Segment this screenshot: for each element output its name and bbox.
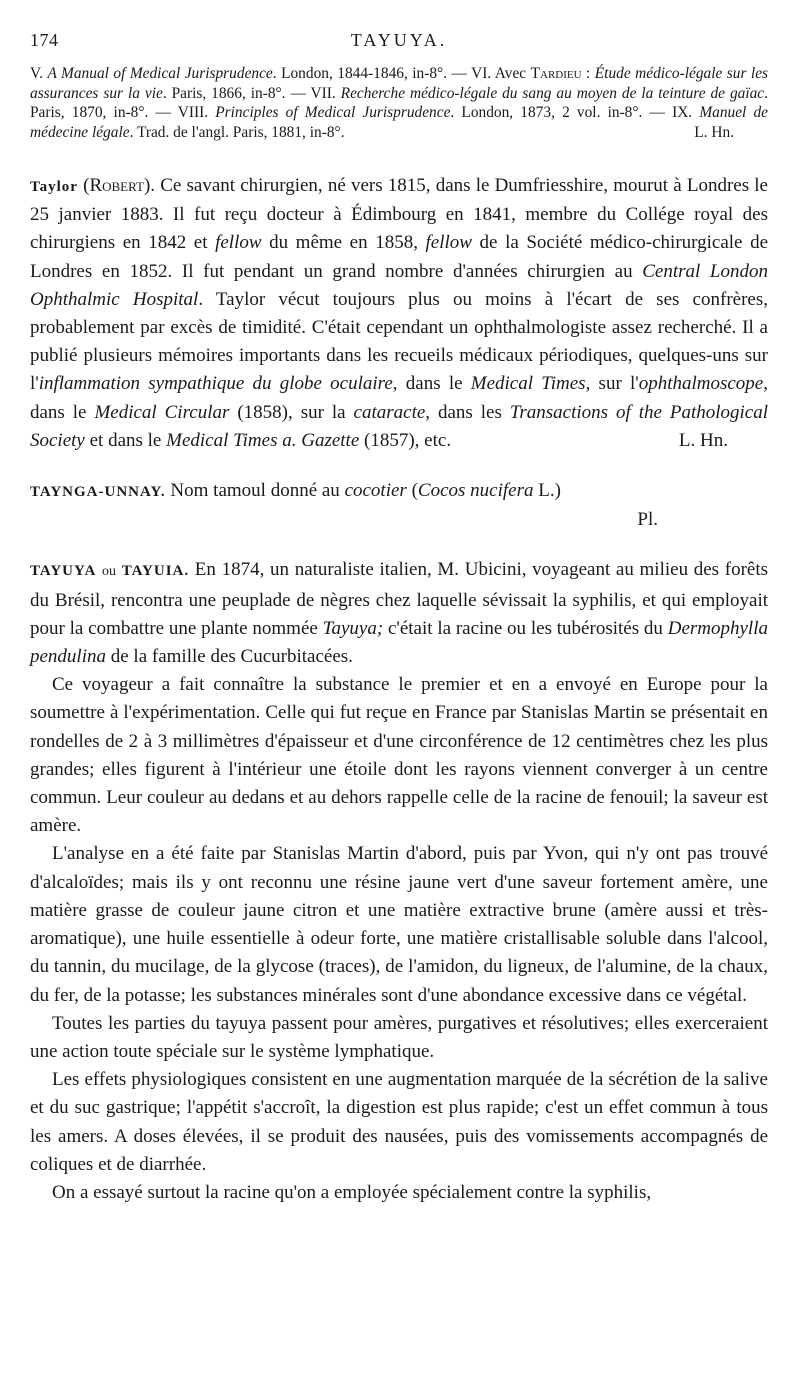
headword-forename: (Robert). [83,175,156,196]
entry-italic: Medical Times a. Gazette [166,429,360,451]
entry-paragraph: On a essayé surtout la racine qu'on a employée spécialement contre la syphilis, [52,1181,652,1203]
biblio-work-title: Principles of Medical Jurisprudence [215,104,451,121]
entry-text: et dans le [84,429,167,451]
entry-paragraph: Toutes les parties du tayuya passent pour amères, purgatives et résolutives; elles exerceraient une action toute spéciale sur le système lymphatique. [30,1012,768,1062]
bibliography-continuation [30,64,768,142]
entry-tayuya [30,556,768,1207]
entry-text: (1857), etc. [359,429,452,451]
entry-signature: L. Hn. [678,429,728,451]
entry-paragraph [30,556,768,671]
entry-text: En 1874, un naturaliste italien, M. Ubicini, voyageant au milieu des forêts du Brésil, rencontra une peuplade de nègres chez laquelle sévissait la syphilis, et qui employait pour la combattre une plante nommée [30,559,769,639]
entry-paragraph: L'analyse en a été faite par Stanislas Martin d'abord, puis par Yvon, qui n'y ont pas trouvé d'alcaloïdes; mais ils y ont reconnu une résine jaune vert d'une saveur fortement amère, une matière grasse de couleur jaune citron et une matière extractive brune (amère aussi et très-aromatique), une huile essentielle à odeur forte, une matière cristallisable soluble dans l'alcool, du tannin, du mucilage, de la glycose (traces), de l'amidon, du ligneux, de l'alumine, de la chaux, du fer, de la potasse; les substances minérales sont d'une abondance excessive dans ce végétal. [30,843,768,1006]
biblio-text: . Paris, 1866, in-8°. — VII. [162,84,341,102]
biblio-text: . London, 1873, 2 vol. in-8°. — IX. [450,104,700,121]
entry-italic: inflammation sympathique du globe oculaire [38,373,393,395]
entry-text: du même en 1858, [261,232,426,254]
headword: TAYNGA-UNNAY. [30,484,166,501]
entry-italic: cataracte [353,401,426,423]
entry-italic: Central London Ophthalmic Hospital [30,260,768,310]
dictionary-page [30,26,768,1207]
entry-paragraph [30,477,768,506]
entry-italic: Medical Circular [94,401,230,423]
entry-text: ( [406,480,418,502]
biblio-text: . London, 1844-1846, in-8°. — VI. Avec [272,65,531,82]
entry-text: Nom tamoul donné au [165,480,345,502]
running-header [30,26,768,56]
biblio-work-title: Étude médico-légale sur les assurances sur la vie [30,65,769,102]
entry-italic: Medical Times [470,373,586,395]
entry-text: , dans le [30,373,768,423]
biblio-signature: L. Hn. [694,123,734,141]
entry-italic: Tayuya; [322,617,384,639]
entry-text: (1858), sur la [229,401,354,423]
entry-italic: Cocos nucifera [417,480,534,502]
entry-text: Ce savant chirurgien, né vers 1815, dans le Dumfriesshire, mourut à Londres le 25 janvier 1883. Il fut reçu docteur à Édimbourg en 1841, membre du Collége royal des chirurgiens en 1842 et [30,175,768,254]
entry-text: de la Société médico-chirurgicale de Londres en 1852. Il fut pendant un grand nombre d'années chirurgien au [30,232,768,282]
biblio-text: . Paris, 1870, in-8°. — VIII. [30,84,768,121]
entry-text: , dans le [392,373,471,395]
entry-text: , sur l' [585,373,639,395]
entry-paragraph: Les effets physiologiques consistent en une augmentation marquée de la sécrétion de la salive et du suc gastrique; l'appétit s'accroît, la digestion est plus rapide; c'est un effet commun à tous les amers. A doses élevées, il se produit des nausées, puis des vomissements accompagnés de coliques et de diarrhée. [30,1069,768,1175]
biblio-text: . Trad. de l'angl. Paris, 1881, in-8°. [129,123,345,141]
biblio-work-title: A Manual of Medical Jurisprudence [47,65,273,82]
entry-taylor [30,172,768,455]
entry-italic: Transactions of the Pathological Society [30,401,769,451]
entry-text: L.) [533,480,561,502]
entry-text: . Taylor vécut toujours plus ou moins à l'écart de ses confrères, probablement par excès de timidité. C'était cependant un ophthalmologiste assez recherché. Il a publié plusieurs mémoires importants dans les recueils médicaux périodiques, quelques-uns sur l' [30,288,768,395]
entry-paragraph: Ce voyageur a fait connaître la substance le premier et en a envoyé en Europe pour la soumettre à l'expérimentation. Celle qui fut reçue en France par Stanislas Martin se présentait en rondelles de 2 à 3 millimètres d'épaisseur et d'une circonférence de 12 centimètres chez les plus grandes; elles figurent à l'intérieur une étoile dont les rayons viennent converger à un centre commun. Leur couleur au dedans et au dehors rappelle celle de la racine de fenouil; la saveur est amère. [30,674,768,837]
entry-text: c'était la racine ou les tubérosités du [383,617,668,639]
page-number: 174 [30,30,59,50]
entry-italic: cocotier [344,480,407,502]
entry-italic: ophthalmoscope [638,373,764,395]
biblio-work-title: Recherche médico-légale du sang au moyen de la teinture de gaïac [340,84,765,102]
entry-italic: fellow [215,232,262,254]
headword-connector: ou [102,564,116,580]
headword: Taylor [30,179,78,195]
biblio-work-title: Manuel de médecine légale [30,104,769,141]
headword: TAYUYA [30,563,97,580]
running-title: TAYUYA. [350,30,448,50]
biblio-coauthor: Tardieu [530,65,582,82]
biblio-text: : [581,65,595,82]
entry-italic: fellow [425,232,472,254]
entry-italic: Dermophylla pendulina [30,617,768,668]
entry-paragraph [30,172,768,455]
headword-variant: TAYUIA. [121,563,190,580]
entry-text: , dans les [425,401,510,423]
biblio-text: V. [30,65,48,82]
entry-signature: Pl. [637,509,658,531]
entry-text: de la famille des Cucurbitacées. [106,646,353,668]
entry-taynga-unnay [30,477,768,534]
